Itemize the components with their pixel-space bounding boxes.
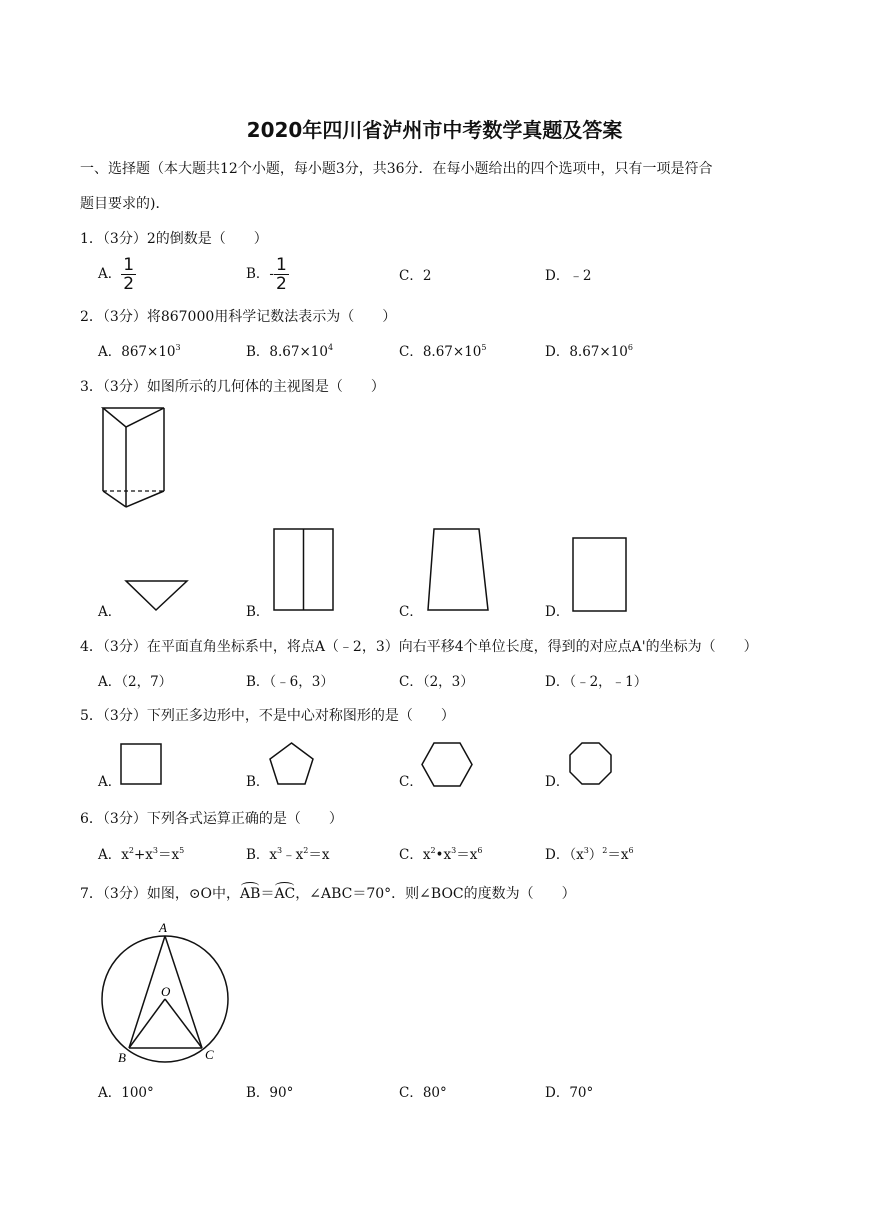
q3-stem: 3．（3分）如图所示的几何体的主视图是（ ） [80, 379, 385, 395]
q6-option-d: D．$(x^3)^2=x^6$ [545, 846, 634, 863]
q1-stem: 1．（3分）2的倒数是（ ） [80, 231, 268, 247]
q7-option-a: A．100° [98, 1085, 154, 1101]
split-rectangle-shape [273, 528, 335, 612]
q2-option-b: B．$8.67\times 10^4$ [246, 343, 334, 360]
section-heading: 一、选择题（本大题共12个小题，每小题3分，共36分．在每小题给出的四个选项中，只有一项是符合 [80, 161, 713, 177]
q1-option-c: C．2 [399, 268, 432, 284]
triangular-prism-figure [100, 405, 170, 510]
trapezoid-shape [426, 528, 492, 612]
q1-option-a: A． $\frac{1}{2}$ [98, 255, 135, 294]
q7-option-b: B．90° [246, 1085, 294, 1101]
q7-option-c: C．80° [399, 1085, 447, 1101]
point-o-label: O [161, 984, 171, 999]
q5-option-c: C． [399, 774, 423, 790]
q2-stem: 2．（3分）将867000用科学记数法表示为（ ） [80, 309, 397, 325]
q6-option-c: C．$x^2•x^3=x^6$ [399, 846, 483, 863]
q3-option-d: D． [545, 604, 570, 620]
point-a-label: A [159, 920, 167, 935]
q1-option-b: B．- $\frac{1}{2}$ [246, 255, 287, 294]
q2-option-a: A．$867\times 10^3$ [98, 343, 181, 360]
q3-option-b: B． [246, 604, 270, 620]
q4-option-b: B．（﹣6，3） [246, 674, 334, 690]
hexagon-shape [421, 741, 473, 789]
square-shape [120, 743, 164, 787]
q5-option-d: D． [545, 774, 570, 790]
q4-option-a: A．（2，7） [98, 674, 173, 690]
octagon-shape [568, 741, 614, 787]
q1-a-fraction: $\frac{1}{2}$ [123, 255, 135, 294]
q7-option-d: D．70° [545, 1085, 594, 1101]
q2-option-d: D．$8.67\times 10^6$ [545, 343, 633, 360]
circle-geometry-figure [95, 918, 245, 1068]
q5-option-a: A． [98, 774, 122, 790]
q1-b-fraction: $\frac{1}{2}$ [275, 255, 287, 294]
section-heading-cont: 题目要求的)． [80, 196, 170, 212]
arc-ab: AB [240, 886, 261, 902]
q4-stem: 4．（3分）在平面直角坐标系中，将点A（﹣2，3）向右平移4个单位长度，得到的对应点A'的坐标为（ ） [80, 639, 758, 655]
q7-stem: 7．（3分）如图，⊙O中，AB＝AC，∠ABC＝70°．则∠BOC的度数为（ ） [80, 886, 576, 902]
q1-option-d: D．﹣2 [545, 268, 592, 284]
q5-option-b: B． [246, 774, 270, 790]
q4-option-c: C．（2，3） [399, 674, 474, 690]
arc-ac: AC [274, 886, 296, 902]
q6-option-b: B．$x^3﹣x^2=x$ [246, 846, 330, 863]
q2-option-c: C．$8.67\times 10^5$ [399, 343, 487, 360]
inverted-triangle-shape [124, 578, 190, 613]
point-b-label: B [118, 1050, 126, 1065]
point-c-label: C [205, 1047, 214, 1062]
page-title: 2020年四川省泸州市中考数学真题及答案 [246, 118, 623, 142]
q5-stem: 5．（3分）下列正多边形中，不是中心对称图形的是（ ） [80, 708, 455, 724]
q6-option-a: A．$x^2+x^3=x^5$ [98, 846, 185, 863]
pentagon-shape [268, 741, 316, 787]
q6-stem: 6．（3分）下列各式运算正确的是（ ） [80, 811, 343, 827]
q3-option-c: C． [399, 604, 423, 620]
q3-option-a: A． [98, 604, 122, 620]
q4-option-d: D．（﹣2，﹣1） [545, 674, 648, 690]
rectangle-shape [572, 537, 628, 613]
